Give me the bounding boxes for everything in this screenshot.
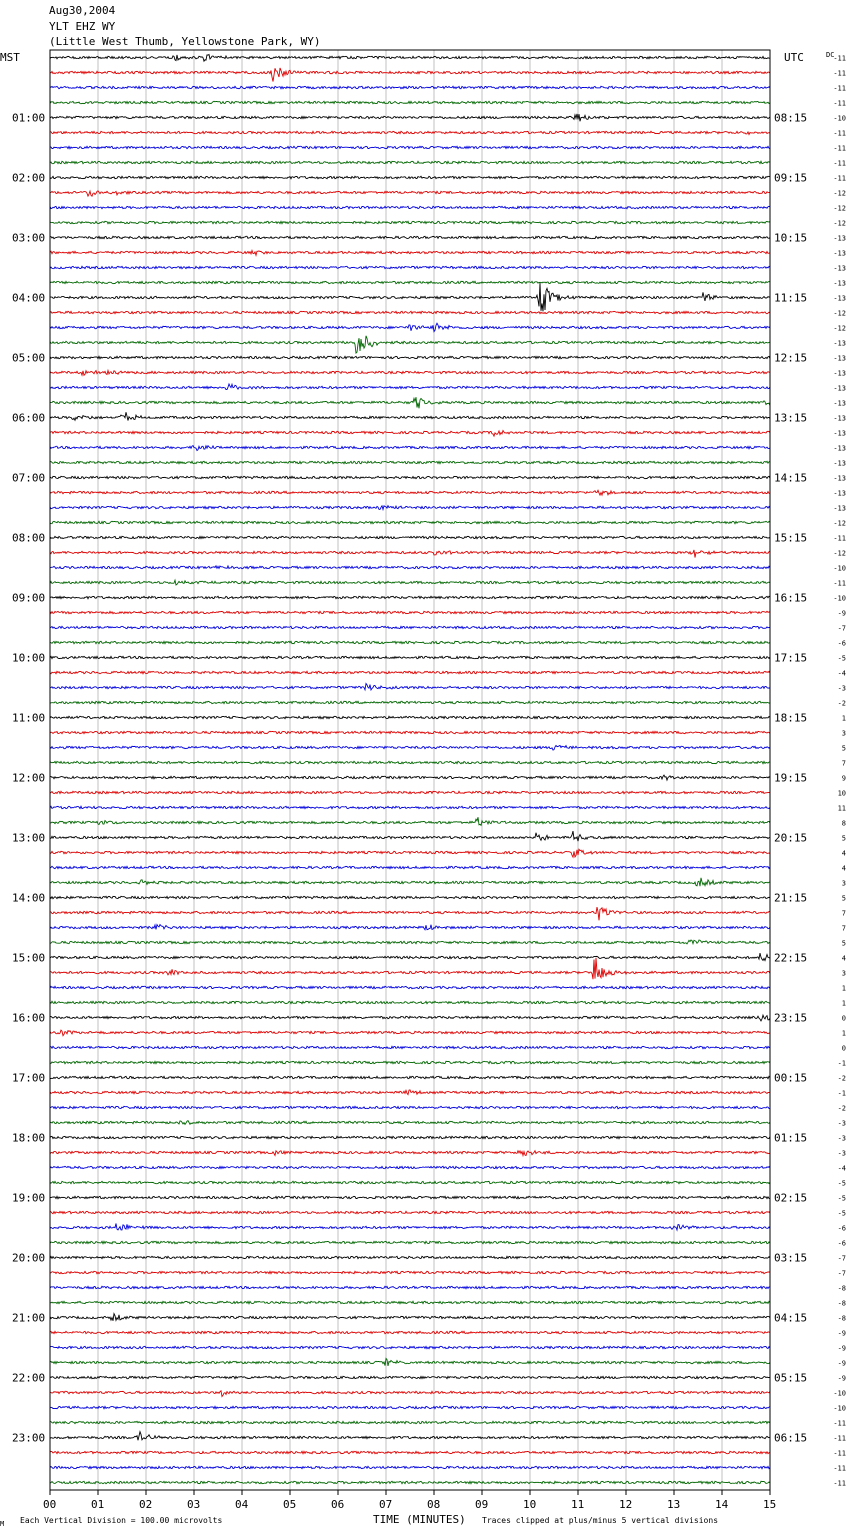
dc-offset-label: -5 [837, 1179, 846, 1188]
trace-line [50, 1001, 770, 1003]
trace-line [50, 806, 770, 808]
x-tick-label: 00 [43, 1498, 57, 1511]
footer-mark: M [0, 1520, 5, 1528]
mst-hour-label: 15:00 [12, 951, 46, 965]
trace-line [50, 1224, 770, 1231]
trace-line [50, 236, 770, 238]
x-axis-ticks [43, 1490, 776, 1511]
dc-offset-label: -5 [837, 1209, 846, 1218]
trace-line [50, 550, 770, 558]
dc-offset-label: -11 [833, 1449, 846, 1458]
dc-offset-label: 11 [837, 804, 846, 813]
trace-line [50, 266, 770, 268]
chart-date: Aug30,2004 [49, 4, 116, 17]
utc-hour-label: 06:15 [774, 1431, 808, 1445]
utc-zone-label: UTC [784, 51, 804, 64]
x-tick-label: 11 [571, 1498, 585, 1511]
dc-offset-labels [833, 55, 846, 1488]
dc-offset-label: -13 [833, 369, 846, 378]
trace-line [50, 461, 770, 463]
utc-hour-label: 03:15 [774, 1251, 808, 1265]
dc-offset-label: -11 [833, 579, 846, 588]
trace-line [50, 1331, 770, 1333]
dc-offset-label: -11 [833, 1479, 846, 1488]
trace-line [50, 1061, 770, 1063]
trace-line [50, 1432, 770, 1441]
mst-hour-label: 19:00 [12, 1191, 46, 1205]
dc-offset-label: 10 [837, 789, 846, 798]
trace-line [50, 791, 770, 793]
dc-offset-label: -11 [833, 534, 846, 543]
trace-line [50, 311, 770, 313]
dc-offset-label: 1 [841, 1029, 846, 1038]
dc-offset-label: -13 [833, 234, 846, 243]
trace-line [50, 412, 770, 420]
trace-line [50, 336, 770, 353]
utc-hour-label: 13:15 [774, 411, 808, 425]
trace-line [50, 146, 770, 148]
dc-offset-label: 1 [841, 999, 846, 1008]
utc-hour-label: 08:15 [774, 111, 808, 125]
trace-line [50, 114, 770, 121]
dc-offset-label: -9 [837, 1329, 846, 1338]
dc-offset-label: -3 [837, 1119, 846, 1128]
trace-line [50, 1406, 770, 1408]
mst-hour-label: 13:00 [12, 831, 46, 845]
dc-offset-label: -13 [833, 489, 846, 498]
dc-offset-label: -12 [833, 309, 846, 318]
trace-line [50, 1030, 770, 1036]
x-axis-title: TIME (MINUTES) [373, 1513, 466, 1526]
trace-line [50, 986, 770, 988]
dc-offset-label: -12 [833, 324, 846, 333]
x-tick-label: 08 [427, 1498, 441, 1511]
trace-line [50, 925, 770, 930]
x-tick-label: 10 [523, 1498, 537, 1511]
dc-offset-label: -2 [837, 1074, 846, 1083]
mst-zone-label: MST [0, 51, 20, 64]
trace-line [50, 1181, 770, 1183]
dc-offset-label: 5 [841, 939, 846, 948]
trace-line [50, 1151, 770, 1156]
dc-offset-label: -7 [837, 624, 846, 633]
mst-hour-label: 20:00 [12, 1251, 46, 1265]
dc-offset-label: -12 [833, 219, 846, 228]
dc-offset-label: -9 [837, 609, 846, 618]
dc-offset-label: -9 [837, 1374, 846, 1383]
trace-line [50, 611, 770, 613]
trace-line [50, 101, 770, 103]
dc-offset-label: -13 [833, 459, 846, 468]
minute-grid [98, 50, 722, 1490]
trace-line [50, 86, 770, 88]
trace-line [50, 1314, 770, 1321]
trace-line [50, 55, 770, 62]
dc-offset-label: 8 [841, 819, 846, 828]
trace-line [50, 1421, 770, 1423]
utc-hour-label: 12:15 [774, 351, 808, 365]
dc-offset-label: -2 [837, 699, 846, 708]
trace-line [50, 958, 770, 979]
x-tick-label: 03 [187, 1498, 201, 1511]
trace-line [50, 761, 770, 763]
dc-offset-label: -11 [833, 1464, 846, 1473]
dc-offset-label: -8 [837, 1299, 846, 1308]
dc-offset-label: -11 [833, 1434, 846, 1443]
dc-offset-label: -11 [833, 99, 846, 108]
dc-offset-label: -13 [833, 414, 846, 423]
trace-line [50, 536, 770, 538]
mst-hour-label: 17:00 [12, 1071, 46, 1085]
dc-offset-label: -13 [833, 399, 846, 408]
dc-offset-label: 0 [841, 1044, 846, 1053]
trace-line [50, 641, 770, 643]
dc-offset-label: -13 [833, 504, 846, 513]
dc-offset-label: -11 [833, 159, 846, 168]
mst-hour-label: 02:00 [12, 171, 46, 185]
dc-offset-label: -8 [837, 1284, 846, 1293]
utc-hour-label: 23:15 [774, 1011, 808, 1025]
dc-offset-label: 7 [841, 759, 846, 768]
trace-line [50, 251, 770, 256]
mst-hour-label: 04:00 [12, 291, 46, 305]
dc-offset-label: 9 [841, 774, 846, 783]
utc-hour-label: 16:15 [774, 591, 808, 605]
dc-offset-label: -11 [833, 54, 846, 63]
utc-hour-labels [774, 112, 807, 1445]
trace-line [50, 817, 770, 825]
dc-offset-label: -1 [837, 1059, 846, 1068]
trace-line [50, 521, 770, 523]
trace-line [50, 446, 770, 451]
dc-offset-label: -13 [833, 294, 846, 303]
trace-line [50, 356, 770, 358]
trace-line [50, 849, 770, 857]
trace-line [50, 283, 770, 311]
utc-hour-label: 09:15 [774, 171, 808, 185]
trace-line [50, 596, 770, 598]
x-tick-label: 09 [475, 1498, 489, 1511]
trace-line [50, 68, 770, 82]
dc-offset-label: -10 [833, 1389, 846, 1398]
dc-offset-label: 3 [841, 969, 846, 978]
dc-offset-label: -3 [837, 1149, 846, 1158]
mst-hour-labels [12, 112, 45, 1445]
utc-hour-label: 22:15 [774, 951, 808, 965]
trace-line [50, 1076, 770, 1078]
dc-offset-label: 3 [841, 879, 846, 888]
dc-offset-label: 1 [841, 714, 846, 723]
utc-hour-label: 10:15 [774, 231, 808, 245]
trace-line [50, 1271, 770, 1273]
dc-offset-label: -4 [837, 669, 846, 678]
x-tick-label: 14 [715, 1498, 729, 1511]
trace-line [50, 684, 770, 690]
trace-line [50, 1090, 770, 1095]
dc-offset-label: -9 [837, 1344, 846, 1353]
trace-line [50, 1106, 770, 1108]
dc-offset-label: -10 [833, 114, 846, 123]
trace-line [50, 323, 770, 331]
dc-offset-label: 4 [841, 849, 846, 858]
trace-line [50, 878, 770, 886]
x-tick-label: 06 [331, 1498, 345, 1511]
mst-hour-label: 21:00 [12, 1311, 46, 1325]
dc-offset-label: -13 [833, 474, 846, 483]
trace-line [50, 940, 770, 944]
dc-offset-label: -11 [833, 1419, 846, 1428]
trace-line [50, 431, 770, 437]
station-location: (Little West Thumb, Yellowstone Park, WY) [49, 35, 321, 48]
trace-line [50, 566, 770, 569]
plot-frame [50, 50, 770, 1490]
dc-offset-label: -6 [837, 1239, 846, 1248]
trace-line [50, 476, 770, 478]
mst-hour-label: 10:00 [12, 651, 46, 665]
dc-offset-label: -11 [833, 129, 846, 138]
trace-line [50, 1196, 770, 1198]
dc-offset-label: -13 [833, 279, 846, 288]
dc-offset-label: 4 [841, 864, 846, 873]
dc-offset-label: -6 [837, 1224, 846, 1233]
trace-line [50, 161, 770, 163]
mst-hour-label: 22:00 [12, 1371, 46, 1385]
mst-hour-label: 23:00 [12, 1431, 46, 1445]
dc-offset-label: -7 [837, 1254, 846, 1263]
dc-offset-label: -9 [837, 1359, 846, 1368]
dc-offset-label: -8 [837, 1314, 846, 1323]
trace-line [50, 907, 770, 920]
trace-line [50, 716, 770, 718]
trace-line [50, 1015, 770, 1021]
trace-line [50, 384, 770, 390]
utc-hour-label: 20:15 [774, 831, 808, 845]
utc-hour-label: 15:15 [774, 531, 808, 545]
dc-offset-label: -10 [833, 1404, 846, 1413]
trace-line [50, 221, 770, 223]
trace-line [50, 1136, 770, 1138]
x-tick-label: 15 [763, 1498, 777, 1511]
mst-hour-label: 05:00 [12, 351, 46, 365]
utc-hour-label: 01:15 [774, 1131, 808, 1145]
trace-line [50, 1256, 770, 1258]
dc-offset-label: -3 [837, 684, 846, 693]
utc-hour-label: 02:15 [774, 1191, 808, 1205]
trace-line [50, 953, 770, 960]
x-tick-label: 13 [667, 1498, 681, 1511]
trace-line [50, 1451, 770, 1453]
x-tick-label: 02 [139, 1498, 153, 1511]
dc-offset-label: -10 [833, 564, 846, 573]
trace-line [50, 626, 770, 628]
utc-hour-label: 21:15 [774, 891, 808, 905]
dc-offset-label: -11 [833, 144, 846, 153]
dc-offset-label: -11 [833, 69, 846, 78]
dc-offset-label: -13 [833, 249, 846, 258]
dc-offset-label: 3 [841, 729, 846, 738]
trace-line [50, 1358, 770, 1366]
trace-line [50, 490, 770, 495]
seismic-traces [50, 55, 770, 1484]
mst-hour-label: 12:00 [12, 771, 46, 785]
mst-hour-label: 14:00 [12, 891, 46, 905]
dc-offset-label: -5 [837, 654, 846, 663]
mst-hour-label: 08:00 [12, 531, 46, 545]
trace-line [50, 1241, 770, 1243]
dc-offset-label: -6 [837, 639, 846, 648]
mst-hour-label: 07:00 [12, 471, 46, 485]
dc-header-label: DC [826, 51, 835, 59]
trace-line [50, 506, 770, 510]
dc-offset-label: -12 [833, 204, 846, 213]
trace-line [50, 896, 770, 898]
trace-line [50, 191, 770, 196]
dc-offset-label: 7 [841, 909, 846, 918]
dc-offset-label: -12 [833, 519, 846, 528]
trace-line [50, 1301, 770, 1303]
trace-line [50, 1466, 770, 1468]
trace-line [50, 176, 770, 178]
trace-line [50, 671, 770, 673]
x-tick-label: 07 [379, 1498, 393, 1511]
dc-offset-label: -13 [833, 384, 846, 393]
trace-line [50, 1046, 770, 1048]
mst-hour-label: 01:00 [12, 111, 46, 125]
x-tick-label: 05 [283, 1498, 297, 1511]
clip-note: Traces clipped at plus/minus 5 vertical divisions [482, 1516, 719, 1525]
trace-line [50, 775, 770, 780]
scale-note: Each Vertical Division = 100.00 microvolts [20, 1516, 223, 1525]
mst-hour-label: 16:00 [12, 1011, 46, 1025]
dc-offset-label: -13 [833, 429, 846, 438]
dc-offset-label: 5 [841, 744, 846, 753]
trace-line [50, 831, 770, 841]
station-code: YLT EHZ WY [49, 20, 116, 33]
dc-offset-label: 5 [841, 834, 846, 843]
trace-line [50, 397, 770, 408]
utc-hour-label: 05:15 [774, 1371, 808, 1385]
dc-offset-label: -13 [833, 339, 846, 348]
trace-line [50, 731, 770, 733]
trace-line [50, 1286, 770, 1288]
trace-line [50, 866, 770, 868]
utc-hour-label: 11:15 [774, 291, 808, 305]
dc-offset-label: 7 [841, 924, 846, 933]
trace-line [50, 131, 770, 134]
dc-offset-label: -12 [833, 189, 846, 198]
mst-hour-label: 03:00 [12, 231, 46, 245]
trace-line [50, 701, 770, 703]
mst-hour-label: 09:00 [12, 591, 46, 605]
dc-offset-label: 4 [841, 954, 846, 963]
dc-offset-label: -12 [833, 549, 846, 558]
dc-offset-label: -10 [833, 594, 846, 603]
dc-offset-label: -13 [833, 264, 846, 273]
dc-offset-label: -1 [837, 1089, 846, 1098]
dc-offset-label: -11 [833, 84, 846, 93]
trace-line [50, 206, 770, 208]
trace-line [50, 746, 770, 751]
trace-line [50, 1166, 770, 1168]
utc-hour-label: 04:15 [774, 1311, 808, 1325]
mst-hour-label: 18:00 [12, 1131, 46, 1145]
trace-line [50, 371, 770, 376]
mst-hour-label: 06:00 [12, 411, 46, 425]
utc-hour-label: 14:15 [774, 471, 808, 485]
trace-line [50, 1391, 770, 1397]
x-tick-label: 01 [91, 1498, 105, 1511]
dc-offset-label: 0 [841, 1014, 846, 1023]
trace-line [50, 1121, 770, 1125]
dc-offset-label: -5 [837, 1194, 846, 1203]
utc-hour-label: 19:15 [774, 771, 808, 785]
trace-line [50, 1346, 770, 1348]
dc-offset-label: 5 [841, 894, 846, 903]
dc-offset-label: 1 [841, 984, 846, 993]
trace-line [50, 1376, 770, 1378]
dc-offset-label: -2 [837, 1104, 846, 1113]
utc-hour-label: 18:15 [774, 711, 808, 725]
trace-line [50, 281, 770, 283]
trace-line [50, 580, 770, 585]
trace-line [50, 1481, 770, 1483]
dc-offset-label: -11 [833, 174, 846, 183]
dc-offset-label: -13 [833, 354, 846, 363]
dc-offset-label: -3 [837, 1134, 846, 1143]
dc-offset-label: -7 [837, 1269, 846, 1278]
utc-hour-label: 17:15 [774, 651, 808, 665]
dc-offset-label: -13 [833, 444, 846, 453]
trace-line [50, 1211, 770, 1213]
dc-offset-label: -4 [837, 1164, 846, 1173]
mst-hour-label: 11:00 [12, 711, 46, 725]
utc-hour-label: 00:15 [774, 1071, 808, 1085]
trace-line [50, 656, 770, 658]
x-tick-label: 12 [619, 1498, 633, 1511]
x-tick-label: 04 [235, 1498, 249, 1511]
